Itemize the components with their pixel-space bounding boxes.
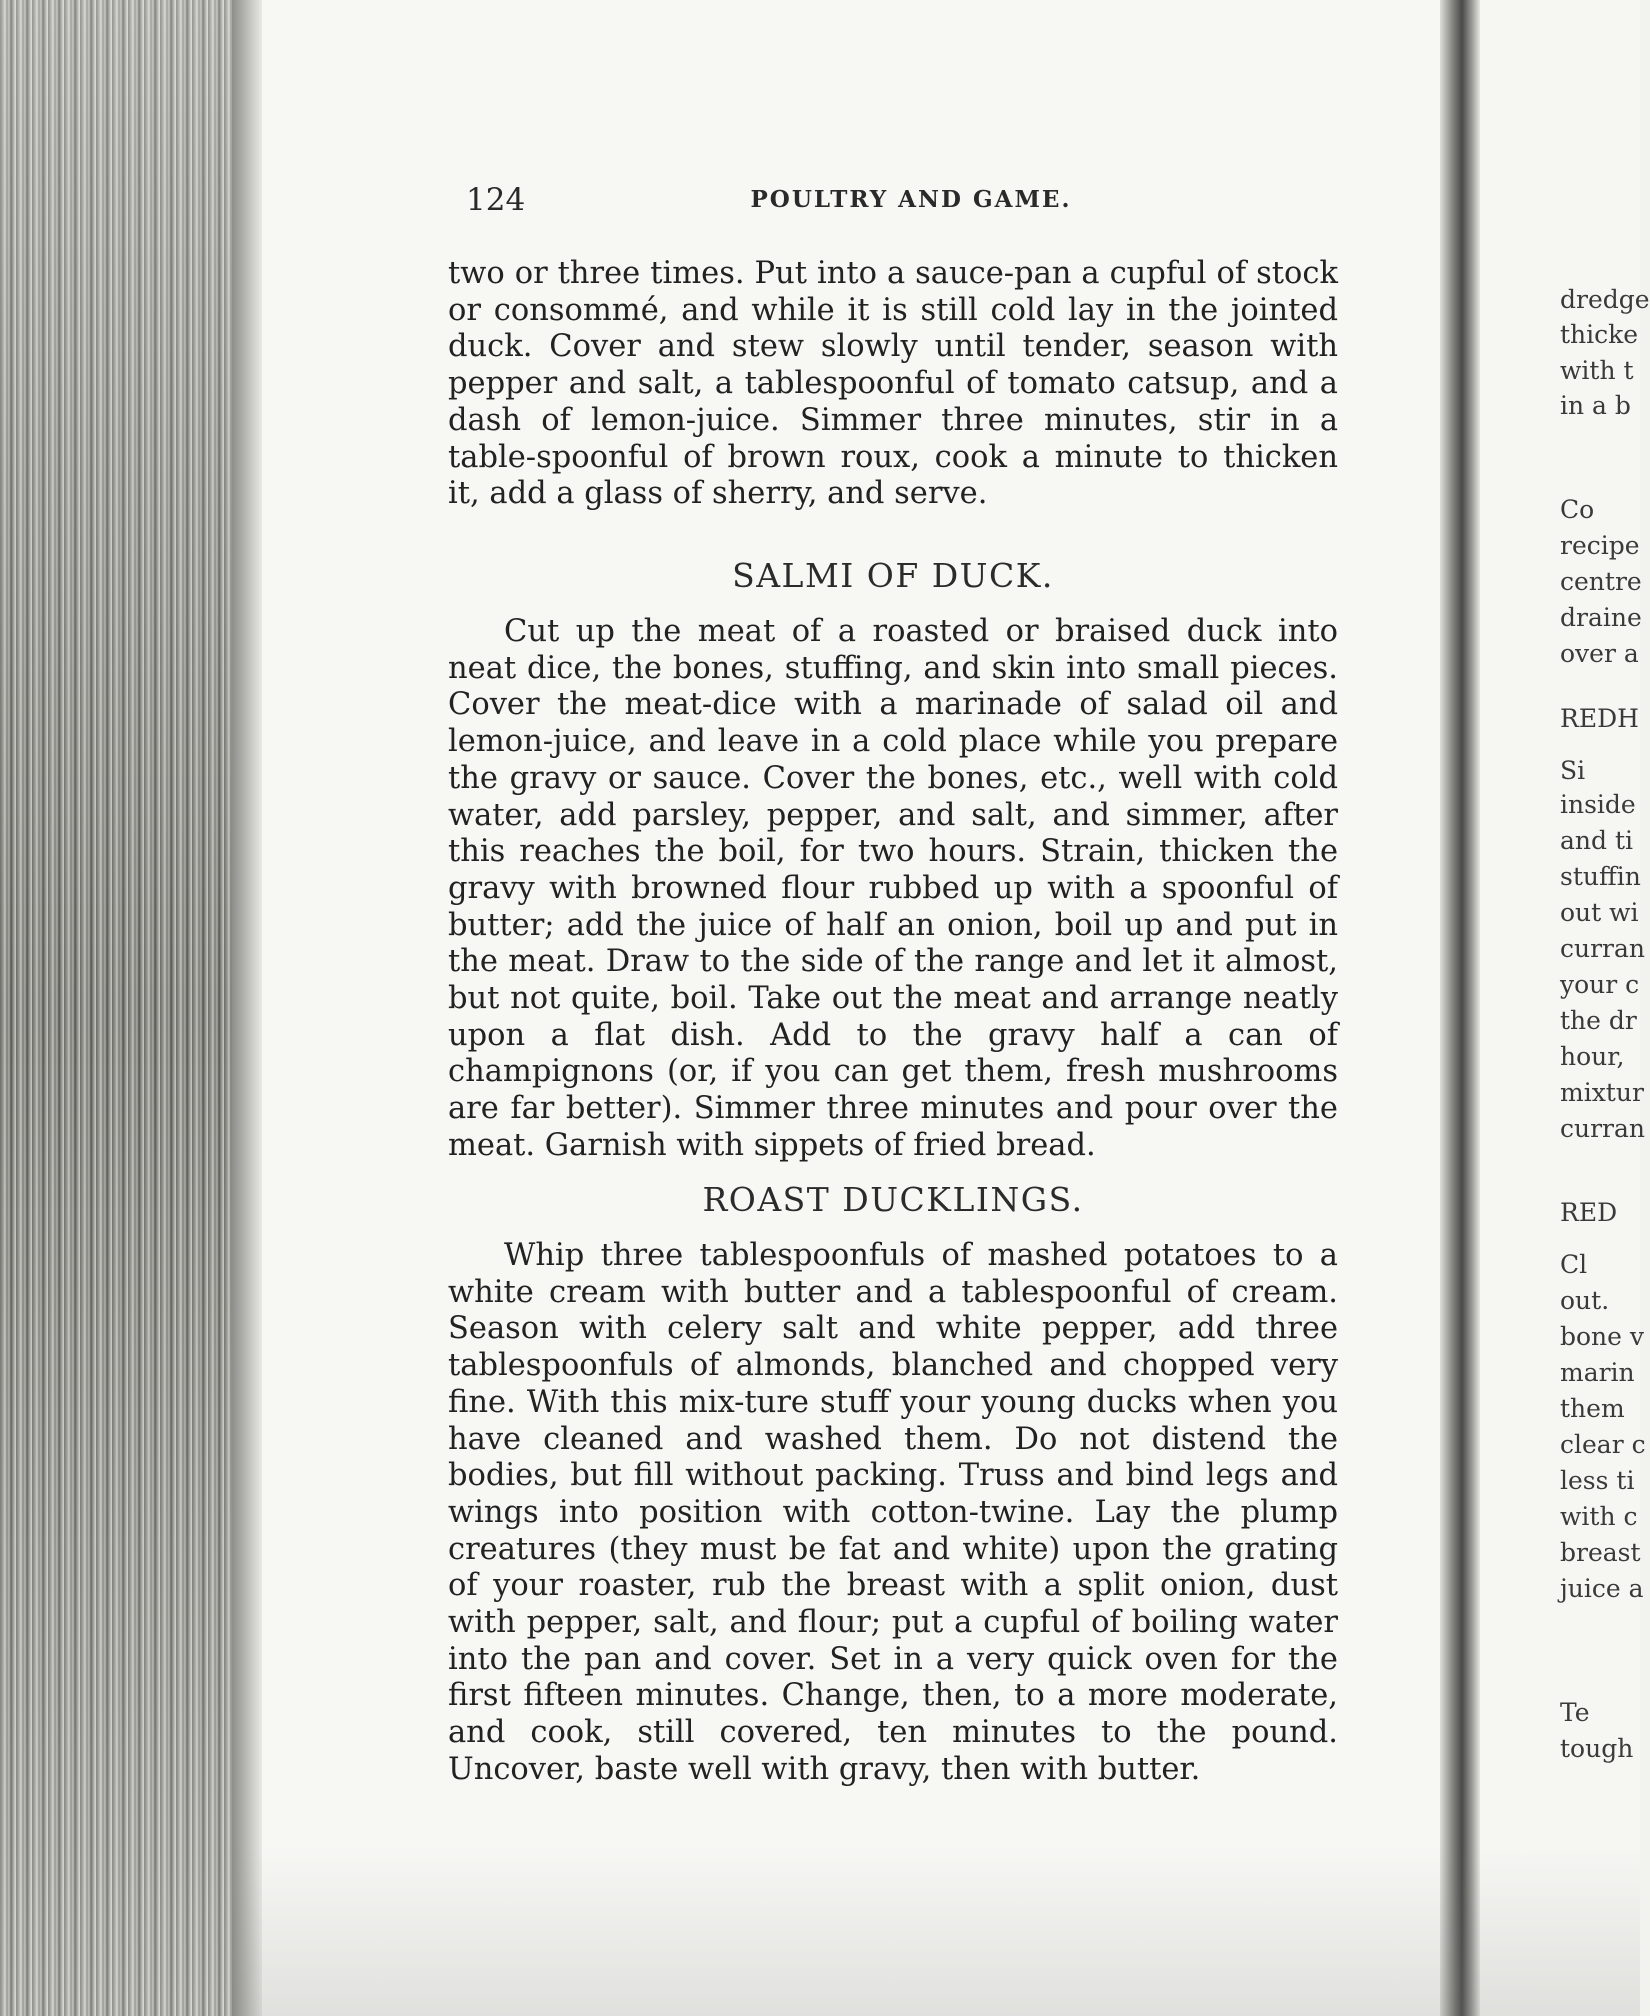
intro-paragraph: two or three times. Put into a sauce-pan a cupful of stock or consommé, and while it is still cold lay in the jointed duck. Cover and stew slowly until tender, season with pepper and salt, a tablespoonful of tomato catsup, and a dash of lemon-juice. Simmer three minutes, stir in a table-spoonful of brown roux, cook a minute to thicken it, add a glass of sherry, and serve. (448, 256, 1338, 512)
next-page-fragment: them (1560, 1394, 1625, 1423)
salmi-paragraph: Cut up the meat of a roasted or braised duck into neat dice, the bones, stuffing, and skin into small pieces. Cover the meat-dice with a marinade of salad oil and lemon-juice, and leave in a cold place while you prepare the gravy or sauce. Cover the bones, etc., well with cold water, add parsley, pepper, and salt, and simmer, after this reaches the boil, for two hours. Strain, thicken the gravy with browned flour rubbed up with a spoonful of butter; add the juice of half an onion, boil up and put in the meat. Draw to the side of the range and let it almost, but not quite, boil. Take out the meat and arrange neatly upon a flat dish. Add to the gravy half a can of champignons (or, if you can get them, fresh mushrooms are far better). Simmer three minutes and pour over the meat. Garnish with sippets of fried bread. (448, 614, 1338, 1163)
book-fore-edge (0, 0, 232, 2016)
next-page-fragment: hour, (1560, 1042, 1625, 1071)
next-page-fragment: Te (1560, 1698, 1590, 1727)
next-page-fragment: curran (1560, 1114, 1646, 1143)
next-page-fragment: your c (1560, 970, 1640, 999)
next-page-fragment: tough (1560, 1734, 1634, 1763)
next-page-fragment: with c (1560, 1502, 1638, 1531)
next-page-fragment: draine (1560, 603, 1642, 632)
next-page-fragment: over a (1560, 639, 1639, 668)
roast-paragraph: Whip three tablespoonfuls of mashed potatoes to a white cream with butter and a tablespoonful of cream. Season with celery salt and white pepper, add three tablespoonfuls of almonds, blanched and chopped very fine. With this mix-ture stuff your young ducks when you have cleaned and washed them. Do not distend the bodies, but fill without packing. Truss and bind legs and wings into position with cotton-twine. Lay the plump creatures (they must be fat and white) upon the grating of your roaster, rub the breast with a split onion, dust with pepper, salt, and flour; put a cupful of boiling water into the pan and cover. Set in a very quick oven for the first fifteen minutes. Change, then, to a more moderate, and cook, still covered, ten minutes to the pound. Uncover, baste well with gravy, then with butter. (448, 1238, 1338, 1787)
roast-heading: ROAST DUCKLINGS. (702, 1180, 1084, 1219)
next-page-fragment: inside (1560, 790, 1636, 819)
next-page-fragment: less ti (1560, 1466, 1635, 1495)
next-page-fragment: with t (1560, 356, 1634, 385)
next-page-fragment: centre (1560, 567, 1642, 596)
next-page-fragment: Cl (1560, 1250, 1588, 1279)
next-page-fragment: out. (1560, 1286, 1610, 1315)
next-page-fragment: REDH (1560, 704, 1639, 733)
next-page-fragment: Co (1560, 495, 1595, 524)
next-page-fragment: the dr (1560, 1006, 1637, 1035)
next-page-fragment: recipe (1560, 531, 1640, 560)
next-page-fragment: clear c (1560, 1430, 1646, 1459)
next-page-fragment: RED (1560, 1198, 1618, 1227)
next-page-fragment: bone v (1560, 1322, 1645, 1351)
page-number: 124 (466, 182, 526, 218)
next-page-fragment: and ti (1560, 826, 1633, 855)
next-page-fragment: dredge (1560, 285, 1650, 314)
salmi-heading: SALMI OF DUCK. (732, 556, 1054, 595)
next-page-fragment: Si (1560, 756, 1586, 785)
roast-paragraph-block (448, 1238, 1338, 1789)
intro-paragraph-block (448, 256, 1338, 513)
next-page-fragment: thicke (1560, 320, 1639, 349)
running-title: POULTRY AND GAME. (750, 186, 1072, 213)
page-edge-shadow (232, 0, 262, 2016)
next-page-fragment: juice a (1560, 1574, 1644, 1603)
next-page-fragment: in a b (1560, 391, 1631, 420)
next-page-fragment: stuffin (1560, 862, 1641, 891)
salmi-paragraph-block (448, 614, 1338, 1165)
next-page-fragment: marin (1560, 1358, 1635, 1387)
running-head (466, 182, 1356, 228)
book-gutter (1440, 0, 1480, 2016)
next-page-fragment: out wi (1560, 898, 1639, 927)
next-page-fragment: curran (1560, 934, 1646, 963)
next-page-fragment: breast (1560, 1538, 1641, 1567)
next-page-fragment: mixtur (1560, 1078, 1644, 1107)
